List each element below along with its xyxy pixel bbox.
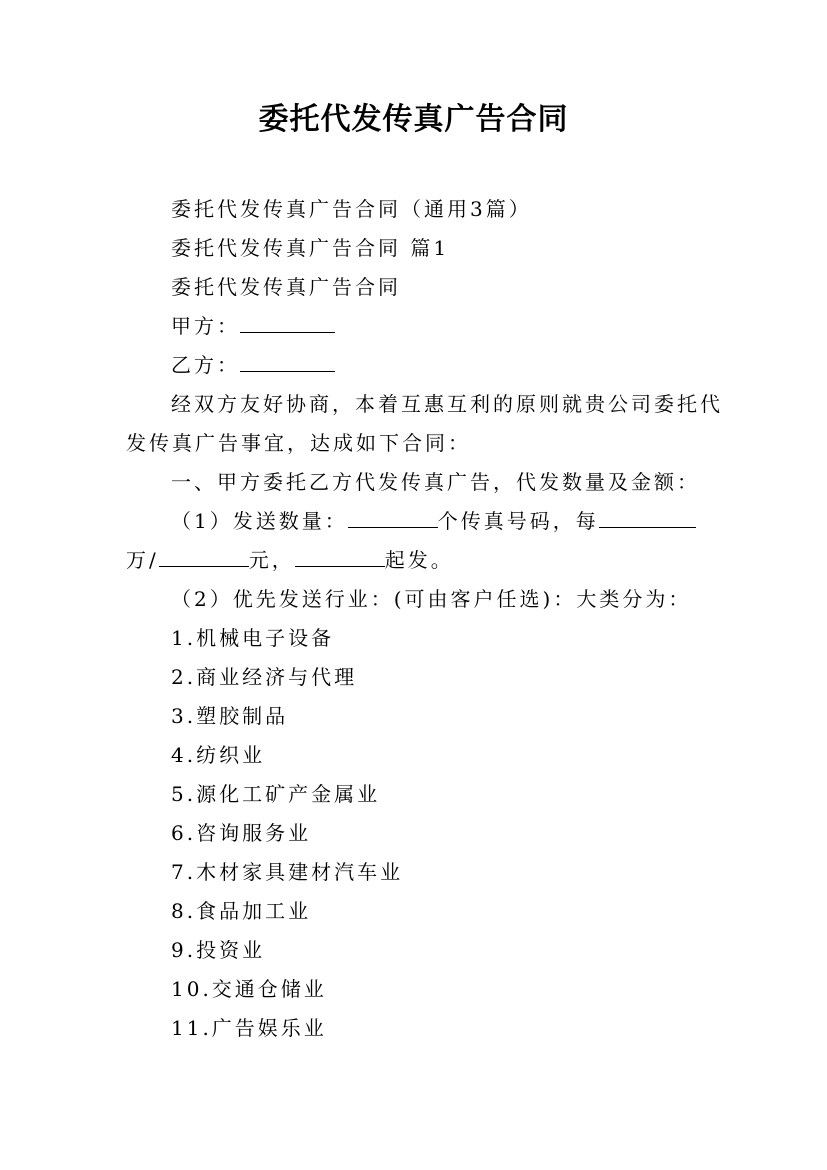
industry-item: 2.商业经济与代理 (171, 665, 358, 689)
party-a-blank (240, 310, 335, 333)
item-1-line (126, 502, 706, 541)
item-2-line: （2）优先发送行业：(可由客户任选)：大类分为： (171, 587, 692, 611)
item-1-prefix: （1）发送数量： (171, 509, 348, 533)
contract-name-line: 委托代发传真广告合同 (171, 275, 401, 299)
document-title: 委托代发传真广告合同 (258, 102, 569, 137)
party-b-label: 乙方： (171, 353, 240, 377)
industry-item: 10.交通仓储业 (171, 977, 327, 1001)
party-a-label: 甲方： (171, 314, 240, 338)
industry-item: 9.投资业 (171, 938, 266, 962)
quantity-blank (348, 505, 438, 528)
industry-item: 7.木材家具建材汽车业 (171, 860, 404, 884)
item-1-mid: 个传真号码，每 (437, 509, 599, 533)
industry-item: 5.源化工矿产金属业 (171, 782, 381, 806)
party-a-line (126, 307, 706, 346)
industry-item: 1.机械电子设备 (171, 626, 335, 650)
minimum-blank (295, 544, 385, 567)
industry-item: 4.纺织业 (171, 743, 266, 767)
per-unit-blank (599, 505, 696, 528)
item-1-line-2 (126, 541, 706, 580)
party-b-line (126, 346, 706, 385)
item-1-line2-prefix: 万/ (126, 548, 159, 572)
intro-line-2: 发传真广告事宜，达成如下合同： (126, 431, 471, 455)
item-1-line2-suffix: 起发。 (384, 548, 454, 572)
party-b-blank (240, 349, 335, 372)
item-1-line2-mid: 元， (248, 548, 295, 572)
part-heading-line: 委托代发传真广告合同 篇1 (171, 236, 450, 260)
industry-item: 3.塑胶制品 (171, 704, 289, 728)
industry-item: 11.广告娱乐业 (171, 1016, 327, 1040)
intro-line-1: 经双方友好协商，本着互惠互利的原则就贵公司委托代 (171, 392, 723, 416)
document-body (126, 190, 723, 1048)
price-blank (159, 544, 249, 567)
industry-item: 6.咨询服务业 (171, 821, 312, 845)
subtitle-line: 委托代发传真广告合同（通用3篇） (171, 197, 532, 221)
industry-item: 8.食品加工业 (171, 899, 312, 923)
clause-1-line: 一、甲方委托乙方代发传真广告，代发数量及金额： (171, 470, 700, 494)
